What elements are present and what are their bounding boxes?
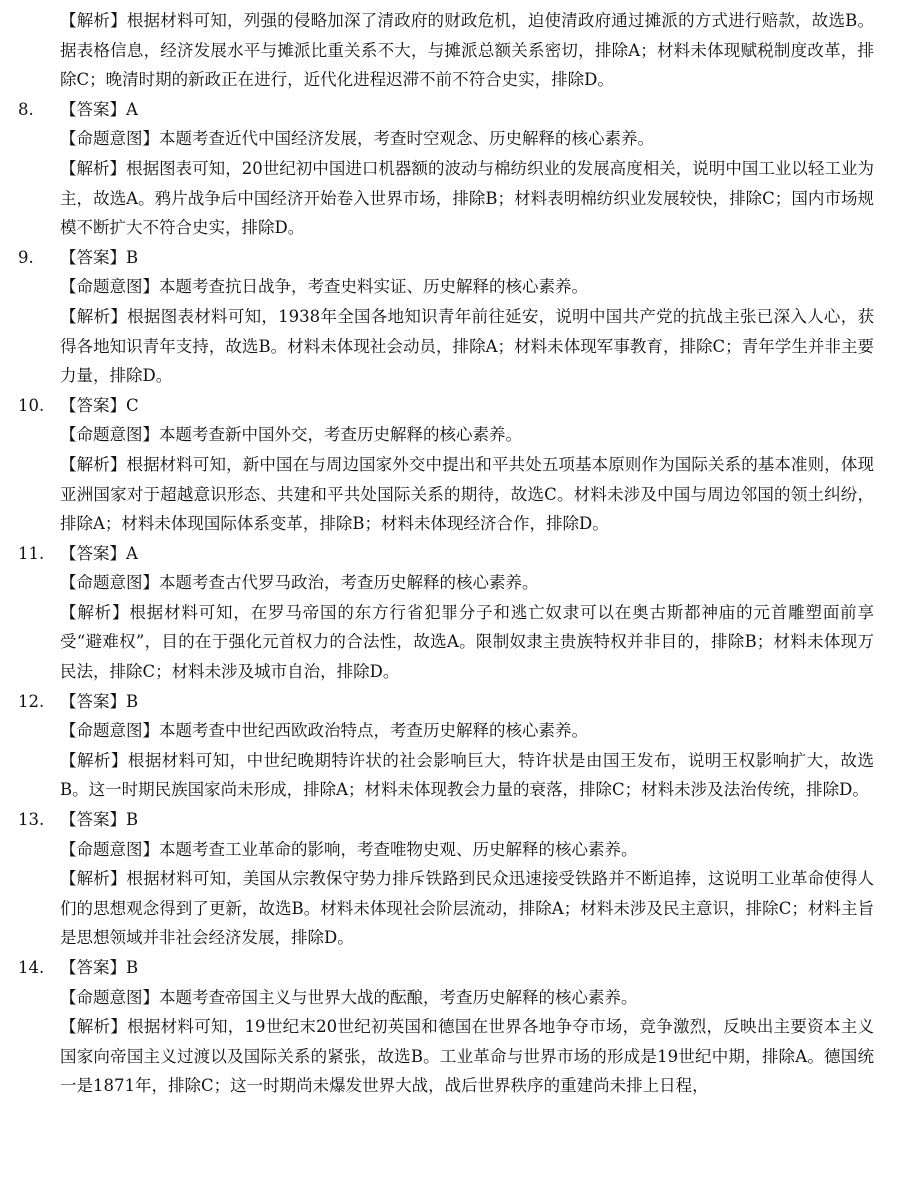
answer-text: 【答案】B	[60, 958, 139, 977]
question-analysis: 【解析】根据材料可知，19世纪末20世纪初英国和德国在世界各地争夺市场，竞争激烈，反映出主要资本主义国家向帝国主义过渡以及国际关系的紧张，故选B。工业革命与世界市场的形成是19世纪中期，排除A。德国统一是1871年，排除C；这一时期尚未爆发世界大战，战后世界秩序的重建尚未排上日程，	[60, 1017, 874, 1096]
answer-text: 【答案】B	[60, 247, 139, 267]
answer-text: 【答案】C	[60, 395, 139, 415]
answer-text: 【答案】A	[60, 99, 138, 119]
question-analysis: 【解析】根据材料可知，新中国在与周边国家外交中提出和平共处五项基本原则作为国际关系的基本准则，体现亚洲国家对于超越意识形态、共建和平共处国际关系的期待，故选C。材料未涉及中国与周边邻国的领土纠纷，排除A；材料未体现国际体系变革，排除B；材料未体现经济合作，排除D。	[60, 454, 874, 534]
question-number: 13.	[18, 810, 45, 830]
question-list	[18, 95, 874, 1101]
question-analysis: 【解析】根据材料可知，在罗马帝国的东方行省犯罪分子和逃亡奴隶可以在奥古斯都神庙的元首雕塑面前享受“避难权”，目的在于强化元首权力的合法性，故选A。限制奴隶主贵族特权并非目的，排除B；材料未体现万民法，排除C；材料未涉及城市自治，排除D。	[60, 602, 874, 682]
question-analysis: 【解析】根据图表材料可知，1938年全国各地知识青年前往延安，说明中国共产党的抗战主张已深入人心，获得各地知识青年支持，故选B。材料未体现社会动员，排除A；材料未体现军事教育，排除C；青年学生并非主要力量，排除D。	[60, 306, 874, 386]
question-block	[18, 687, 874, 805]
question-analysis: 【解析】根据材料可知，中世纪晚期特许状的社会影响巨大，特许状是由国王发布，说明王权影响扩大，故选B。这一时期民族国家尚未形成，排除A；材料未体现教会力量的衰落，排除C；材料未涉及法治传统，排除D。	[60, 750, 874, 800]
answer-row	[18, 687, 874, 717]
question-intent: 【命题意图】本题考查帝国主义与世界大战的酝酿，考查历史解释的核心素养。	[60, 987, 638, 1007]
answer-text: 【答案】B	[60, 691, 139, 711]
question-intent: 【命题意图】本题考查新中国外交，考查历史解释的核心素养。	[60, 425, 522, 445]
answer-row	[18, 243, 874, 273]
question-number: 9.	[18, 247, 34, 267]
question-intent: 【命题意图】本题考查古代罗马政治，考查历史解释的核心素养。	[60, 573, 539, 593]
answer-row	[18, 95, 874, 125]
question-intent: 【命题意图】本题考查抗日战争，考查史料实证、历史解释的核心素养。	[60, 277, 588, 297]
question-number: 14.	[18, 958, 45, 977]
question-number: 11.	[18, 543, 45, 563]
question-block	[18, 539, 874, 687]
question-number: 12.	[18, 691, 45, 711]
answer-text: 【答案】A	[60, 543, 138, 563]
answer-row	[18, 953, 874, 983]
question-block	[18, 243, 874, 391]
question-intent: 【命题意图】本题考查近代中国经济发展，考查时空观念、历史解释的核心素养。	[60, 129, 654, 149]
answer-row	[18, 391, 874, 421]
question-intent: 【命题意图】本题考查工业革命的影响，考查唯物史观、历史解释的核心素养。	[60, 839, 638, 859]
question-number: 8.	[18, 99, 34, 119]
question-block	[18, 953, 874, 1101]
answer-row	[18, 805, 874, 835]
answer-row	[18, 539, 874, 569]
question-analysis: 【解析】根据图表可知，20世纪初中国进口机器额的波动与棉纺织业的发展高度相关，说明中国工业以轻工业为主，故选A。鸦片战争后中国经济开始卷入世界市场，排除B；材料表明棉纺织业发展较快，排除C；国内市场规模不断扩大不符合史实，排除D。	[60, 158, 874, 238]
answer-text: 【答案】B	[60, 810, 139, 830]
question-block	[18, 805, 874, 953]
lead-analysis-paragraph: 【解析】根据材料可知，列强的侵略加深了清政府的财政危机，迫使清政府通过摊派的方式进行赔款，故选B。据表格信息，经济发展水平与摊派比重关系不大，与摊派总额关系密切，排除A；材料未体现赋税制度改革，排除C；晚清时期的新政正在进行，近代化进程迟滞不前不符合史实，排除D。	[60, 11, 874, 90]
question-intent: 【命题意图】本题考查中世纪西欧政治特点，考查历史解释的核心素养。	[60, 721, 588, 741]
question-number: 10.	[18, 395, 45, 415]
question-block	[18, 391, 874, 539]
question-analysis: 【解析】根据材料可知，美国从宗教保守势力排斥铁路到民众迅速接受铁路并不断追捧，这说明工业革命使得人们的思想观念得到了更新，故选B。材料未体现社会阶层流动，排除A；材料未涉及民主意识，排除C；材料主旨是思想领域并非社会经济发展，排除D。	[60, 869, 874, 948]
question-block	[18, 95, 874, 243]
